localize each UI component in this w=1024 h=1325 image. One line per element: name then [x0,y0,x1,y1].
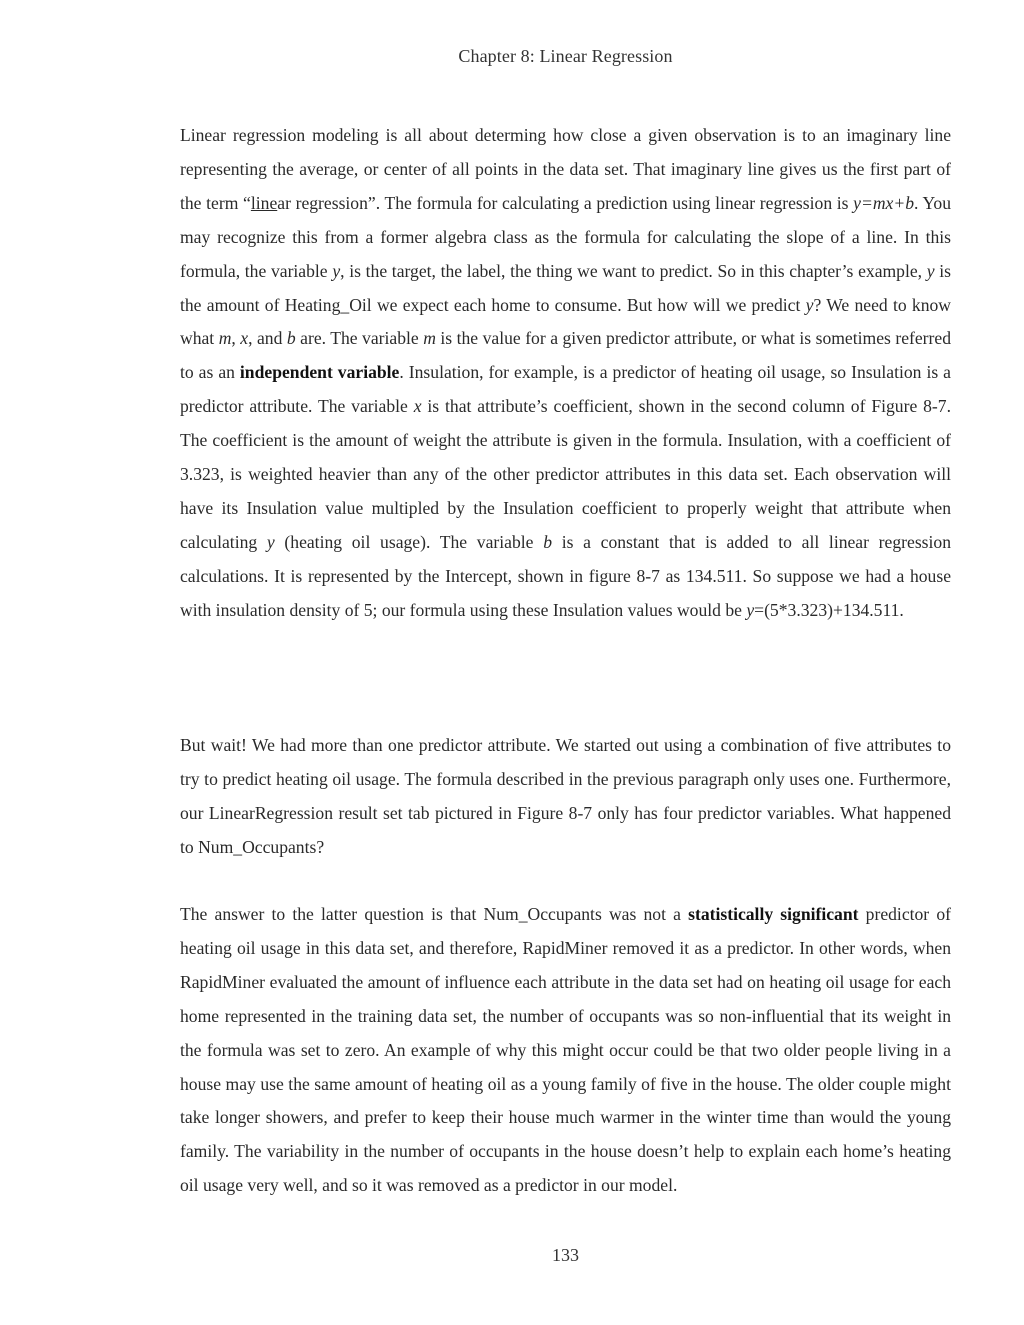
text-run: ? We need to know what [180,294,951,349]
text-run: , [231,328,241,349]
term-statistically-significant: statistically significant [688,904,859,924]
paragraph-linear-regression-formula [180,119,951,628]
variable-y: y [926,260,935,281]
term-independent-variable: independent variable [239,362,400,383]
variable-y: y [746,599,755,620]
formula-inline: y=mx+b [853,192,915,213]
text-run: , is the target, the label, the thing we want to predict. So in this chapter’s example, [340,260,927,281]
text-run: . You may recognize this from a former algebra class as the formula for calculating the slope of a line. In this formula, the variable [180,192,951,281]
variable-b: b [286,328,296,349]
variable-m: m [218,328,232,349]
text-run: is the value for a given predictor attribute, or what is sometimes referred to as an [180,328,951,383]
variable-x: x [413,396,422,417]
text-run: =(5*3.323)+134.511. [754,599,904,620]
text-run: is that attribute’s coefficient, shown in the second column of Figure 8-7. The coefficient is the amount of weight the attribute is given in the formula. Insulation, with a coefficient of 3.323, is weighted heavier than any of the other predictor attributes in this data set. Each observation will have its Insulation value multipled by the Insulation coefficient to properly weight that attribute when calculating [180,396,951,552]
variable-y: y [266,531,275,552]
text-run: , and [248,328,287,349]
running-header: Chapter 8: Linear Regression [458,46,673,66]
paragraph-num-occupants [180,898,951,1203]
page-number: 133 [552,1245,579,1265]
text-run: are. The variable [295,328,424,349]
text-run: is the amount of Heating_Oil we expect each home to consume. But how will we predict [180,260,951,315]
text-run: . Insulation, for example, is a predictor of heating oil usage, so Insulation is a predictor attribute. The variable [180,362,951,417]
text-run: is a constant that is added to all linear regression calculations. It is represented by the Intercept, shown in figure 8-7 as 134.511. So suppose we had a house with insulation density of 5; our formula using these Insulation values would be [180,531,951,620]
variable-y: y [332,260,341,281]
underlined-term: line [250,192,278,213]
text-run: predictor of heating oil usage in this data set, and therefore, RapidMiner removed it as a predictor. In other words, when RapidMiner evaluated the amount of influence each attribute in the data set had on heating oil usage for each home represented in the training data set, the number of occupants was so non-influential that its weight in the formula was set to zero. An example of why this might occur could be that two older people living in a house may use the same amount of heating oil as a young family of five in the house. The older couple might take longer showers, and prefer to keep their house much warmer in the winter time than would the young family. The variability in the number of occupants in the house doesn’t help to explain each home’s heating oil usage very well, and so it was removed as a predictor in our model. [180,904,951,1196]
variable-b: b [543,531,552,552]
text-run: The answer to the latter question is that Num_Occupants was not a [180,904,689,924]
variable-x: x [240,328,249,349]
text-run: ar regression”. The formula for calculating a prediction using linear regression is [277,192,854,213]
variable-y: y [805,294,814,315]
text-run: Linear regression modeling is all about determing how close a given observation is to an imaginary line representing the average, or center of all points in the data set. That imaginary line gives us the first part of the term “ [180,125,951,213]
paragraph-but-wait: But wait! We had more than one predictor attribute. We started out using a combination of five attributes to try to predict heating oil usage. The formula described in the previous paragraph only uses one. Furthermore, our LinearRegression result set tab pictured in Figure 8-7 only has four predictor variables. What happened to Num_Occupants? [180,735,951,857]
variable-m: m [423,328,436,349]
text-run: (heating oil usage). The variable [274,531,544,552]
